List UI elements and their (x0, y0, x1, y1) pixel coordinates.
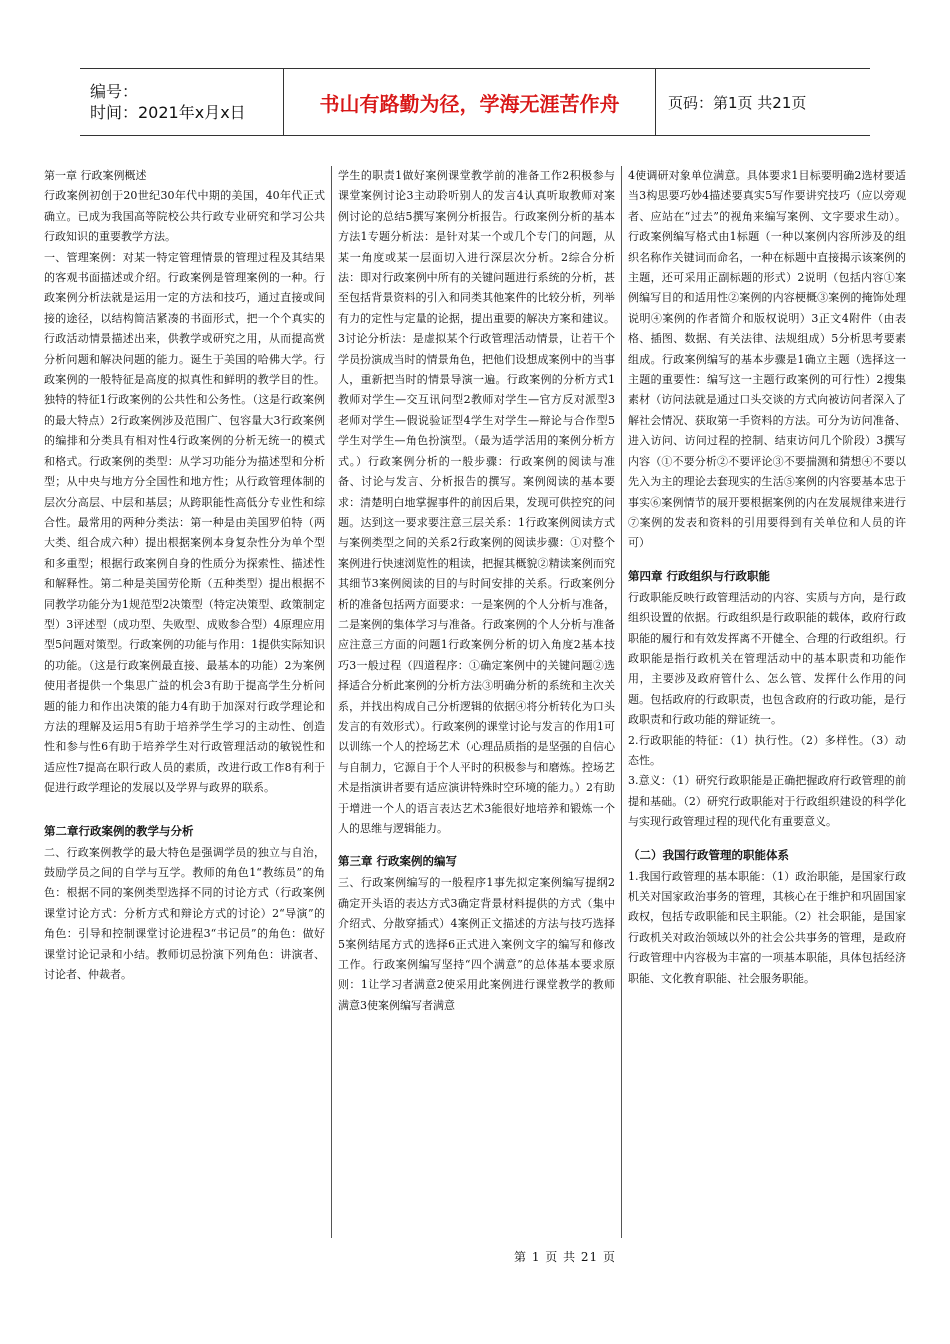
page-footer (0, 1248, 950, 1265)
paragraph: 行政职能反映行政管理活动的内容、实质与方向，是行政组织设置的依据。行政组织是行政职能的载体，政府行政职能的履行和有效发挥离不开健全、合理的行政组织。行政职能是指行政机关在管理活动中的基本职责和功能作用，主要涉及政府管什么、怎么管、发挥什么作用的问题。包括政府的行政职责，也包含政府的行政功能，是行政职责和行政功能的辩证统一。 (628, 590, 906, 727)
chapter-3-title: 第三章 行政案例的编写 (338, 854, 458, 869)
header-meta (80, 69, 284, 135)
motto-text: 书山有路勤为径，学海无涯苦作舟 (319, 91, 620, 116)
paragraph: 4使调研对象单位满意。具体要求1目标要明确2选材要适当3构思要巧妙4描述要真实5写作要讲究技巧（应以旁观者、应站在“过去”的视角来编写案例、文字要求生动）。行政案例编写格式由1标题（一种以案例内容所涉及的组织名称作关键词而命名，一种在标题中直接揭示该案例的主题，还可采用正副标题的形式）2说明（包括内容①案例编写目的和适用性②案例的内容梗概③案例的掩饰处理说明④案例的作者简介和版权说明）3正文4附件（由表格、插图、数据、有关法律、法规组成）5分析思考要素组成。行政案例编写的基本步骤是1确立主题（选择这一主题的重要性：编写这一主题行政案例的可行性）2搜集素材（访问法就是通过口头交谈的方式向被访问者深入了解社会情况、获取第一手资料的方法。可分为访问准备、进入访问、访问过程的控制、结束访问几个阶段）3撰写内容（①不要分析②不要评论③不要揣测和猜想④不要以先入为主的理论去套现实的生活⑤案例的内容要基本忠于事实⑥案例情节的展开要根据案例的内在发展规律来进行⑦案例的发表和资料的引用要得到有关单位和人员的许可） (628, 169, 906, 550)
column-2 (332, 166, 622, 1238)
chapter-1-title: 第一章 行政案例概述 (44, 169, 147, 182)
section-title: （二）我国行政管理的职能体系 (628, 847, 789, 862)
column-3 (622, 166, 906, 1238)
page-header (80, 68, 870, 136)
footer-page-number: 第 1 页 共 21 页 (514, 1250, 616, 1264)
page-number-label: 页码：第1页 共21页 (668, 93, 807, 112)
paragraph: 二、行政案例教学的最大特色是强调学员的独立与自治，鼓励学员之间的自学与互学。教师的角色1“教练员”的角色：根据不同的案例类型选择不同的讨论方式（行政案例课堂讨论方式：分析方式和辩论方式的讨论）2“导演”的角色：引导和控制课堂讨论进程3“书记员”的角色：做好课堂讨论记录和小结。教师切忌扮演下列角色：讲演者、讨论者、仲裁者。 (44, 845, 325, 982)
paragraph: 3.意义：（1）研究行政职能是正确把握政府行政管理的前提和基础。（2）研究行政职能对于行政组织建设的科学化与实现行政管理过程的现代化有重要意义。 (628, 774, 906, 829)
chapter-4-title: 第四章 行政组织与行政职能 (628, 568, 771, 583)
paragraph: 1.我国行政管理的基本职能：（1）政治职能，是国家行政机关对国家政治事务的管理，其核心在于维护和巩固国家政权，包括专政职能和民主职能。（2）社会职能，是国家行政机关对政治领域以外的社会公共事务的管理，是政府行政管理中内容极为丰富的一项基本职能，具体包括经济职能、文化教育职能、社会服务职能。 (628, 869, 906, 985)
column-1 (44, 166, 332, 1238)
paragraph: 三、行政案例编写的一般程序1事先拟定案例编写提纲2确定开头语的表达方式3确定背景材料提供的方式（集中介绍式、分散穿插式）4案例正文描述的方法与技巧选择5案例结尾方式的选择6正式进入案例文字的编写和修改工作。行政案例编写坚持“四个满意”的总体基本要求原则：1让学习者满意2使采用此案例进行课堂教学的教师满意3使案例编写者满意 (338, 876, 615, 1012)
header-motto (284, 69, 656, 135)
document-time-label: 时间：2021年x月x日 (90, 103, 246, 122)
paragraph: 学生的职责1做好案例课堂教学前的准备工作2积极参与课堂案例讨论3主动聆听别人的发言4认真听取教师对案例讨论的总结5撰写案例分析报告。行政案例分析的基本方法1专题分析法：是针对某一个或几个专门的问题，从某一角度或某一层面切入进行深层次分析。2综合分析法：即对行政案例中所有的关键问题进行系统的分析，甚至包括背景资料的引入和同类其他案件的比较分析，列举有力的定性与定量的论据，提出重要的解决方案和建议。3讨论分析法：是虚拟某个行政管理活动情景，让若干个学员扮演成当时的情景角色，把他们设想成案例中的当事人，重新把当时的情景导演一遍。行政案例的分析方式1教师对学生—交互讯问型2教师对学生—官方反对派型3老师对学生—假说验证型4学生对学生—辩论与合作型5学生对学生—角色扮演型。（最为适学活用的案例分析方式。）行政案例分析的一般步骤：行政案例的阅读与准备、讨论与发言、分析报告的撰写。案例阅读的基本要求：清楚明白地掌握事件的前因后果，发现可供控究的问题。达到这一要求要注意三层关系：1行政案例阅读方式与案例类型之间的关系2行政案例的阅读步骤：①对整个案例进行快速浏览性的粗读，把握其概貌②精读案例而究其细节3案例阅读的目的与时间安排的关系。行政案例分析的准备包括两方面要求：一是案例的个人分析与准备，二是案例的集体学习与准备。行政案例的个人分析与准备应注意三方面的问题1行政案例分析的切入角度2基本技巧3一般过程（四道程序：①确定案例中的关键问题②选择适合分析此案例的分析方法③明确分析的系统和主次关系，并找出构成自己分析逻辑的依据④将分析转化为口头发言的有效形式）。行政案例的课堂讨论与发言的作用1可以训练一个人的控场艺术（心理品质指的是坚强的自信心与自制力，它源自于个人平时的积极参与和磨炼。控场艺术是指演讲者要有适应演讲特殊时空环境的能力。）2有助于增进一个人的语言表达艺术3能很好地培养和锻炼一个人的思维与逻辑能力。 (338, 169, 615, 835)
body-columns (44, 166, 906, 1238)
chapter-2-title: 第二章行政案例的教学与分析 (44, 823, 194, 838)
header-page-info (656, 69, 870, 135)
paragraph: 一、管理案例：对某一特定管理情景的管理过程及其结果的客观书面描述或介绍。行政案例是管理案例的一种。行政案例分析法就是运用一定的方法和技巧，通过直接或间接的途径，以结构简洁紧凑的书面形式，把一个个真实的行政活动情景描述出来，供教学或研究之用，从而提高赏分析问题和解决问题的能力。诞生于美国的哈佛大学。行政案例的一般特征是高度的拟真性和鲜明的教学目的性。独特的特征1行政案例的公共性和公务性。（这是行政案例的最大特点）2行政案例涉及范围广、包容量大3行政案例的编排和分类具有相对性4行政案例的分析无统一的模式和格式。行政案例的类型：从学习功能分为描述型和分析型；从中央与地方分全国性和地方性；从行政管理体制的层次分高层、中层和基层；从跨职能性高低分专业性和综合性。最常用的两种分类法：第一种是由美国罗伯特（两大类、组合成六种）提出根据案例本身复杂性分为单个型和多重型；根据行政案例自身的性质分为探索性、描述性和解释性。第二种是美国劳伦斯（五种类型）提出根据不同教学功能分为1规范型2决策型（特定决策型、政策制定型）3评述型（成功型、失败型、成败参合型）4原理应用型5问题对策型。行政案例的功能与作用：1提供实际知识的功能。（这是行政案例最直接、最基本的功能）2为案例使用者提供一个集思广益的机会3有助于提高学生分析问题的能力和作出决策的能力4有助于加深对行政学理论和方法的理解及运用5有助于培养学生学习的主动性、创造性和参与性6有助于培养学生对行政管理活动的敏锐性和适应性7提高在职行政人员的素质，改进行政工作8有利于促进行政学理论的发展以及学界与政界的联系。 (44, 250, 325, 795)
document-number-label: 编号： (90, 82, 139, 101)
paragraph: 行政案例初创于20世纪30年代中期的美国，40年代正式确立。已成为我国高等院校公共行政专业研究和学习公共行政知识的重要教学方法。 (44, 189, 325, 244)
paragraph: 2.行政职能的特征：（1）执行性。（2）多样性。（3）动态性。 (628, 733, 906, 767)
